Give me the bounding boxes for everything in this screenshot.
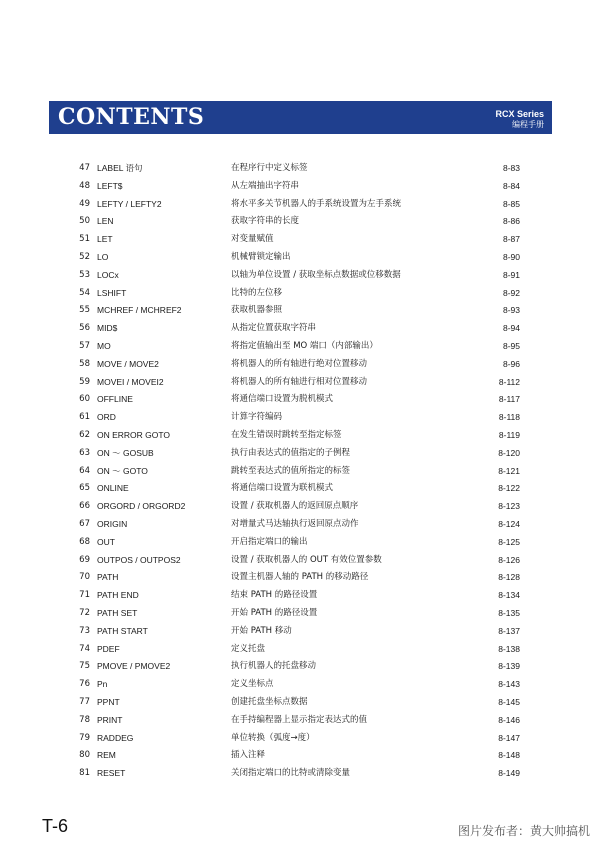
toc-entry-number: 81 xyxy=(79,768,90,779)
toc-entry-number: 61 xyxy=(79,412,90,423)
toc-entry-number: 60 xyxy=(79,394,90,405)
toc-entry[interactable] xyxy=(0,178,600,196)
toc-entry-description: 设置 / 获取机器人的返回原点顺序 xyxy=(231,501,359,512)
toc-entry-command: PDEF xyxy=(97,643,120,654)
toc-entry-page: 8-93 xyxy=(502,305,520,316)
toc-entry-command: PATH START xyxy=(97,625,148,636)
toc-entry-page: 8-123 xyxy=(498,501,520,512)
toc-entry-page: 8-122 xyxy=(498,483,520,494)
contents-banner xyxy=(49,101,552,134)
toc-entry-description: 计算字符编码 xyxy=(231,412,283,423)
toc-entry[interactable] xyxy=(0,480,600,498)
toc-entry-page: 8-126 xyxy=(498,554,520,565)
page-number: T-6 xyxy=(42,816,69,836)
toc-entry-description: 在手持编程器上显示指定表达式的值 xyxy=(231,714,368,725)
toc-entry-page: 8-121 xyxy=(498,465,520,476)
toc-entry-number: 80 xyxy=(79,750,90,761)
toc-entry[interactable] xyxy=(0,516,600,534)
toc-entry-command: PATH END xyxy=(97,590,139,601)
toc-entry-command: LEFTY / LEFTY2 xyxy=(97,198,162,209)
toc-entry-page: 8-92 xyxy=(502,287,520,298)
toc-entry-command: Pn xyxy=(97,679,108,690)
toc-entry-number: 52 xyxy=(79,251,90,262)
toc-entry[interactable] xyxy=(0,267,600,285)
toc-entry[interactable] xyxy=(0,160,600,178)
toc-entry-command: MOVE / MOVE2 xyxy=(97,358,159,369)
toc-entry-command: MOVEI / MOVEI2 xyxy=(97,376,164,387)
toc-entry-description: 将指定值输出至 MO 端口（内部输出） xyxy=(231,340,378,351)
toc-entry-description: 将机器人的所有轴进行绝对位置移动 xyxy=(231,358,368,369)
toc-entry[interactable] xyxy=(0,391,600,409)
toc-entry-command: PPNT xyxy=(97,696,120,707)
toc-entry-description: 设置 / 获取机器人的 OUT 有效位置参数 xyxy=(231,554,382,565)
toc-entry-page: 8-94 xyxy=(502,323,520,334)
toc-entry[interactable] xyxy=(0,747,600,765)
toc-entry[interactable] xyxy=(0,302,600,320)
publisher-credit: 图片发布者：黄大帅搞机 xyxy=(457,824,590,838)
toc-entry-number: 53 xyxy=(79,269,90,280)
toc-entry-description: 将通信端口设置为联机模式 xyxy=(231,483,334,494)
toc-entry-command: ORGORD / ORGORD2 xyxy=(97,501,186,512)
toc-entry-command: MO xyxy=(97,340,111,351)
toc-entry[interactable] xyxy=(0,374,600,392)
toc-entry[interactable] xyxy=(0,730,600,748)
toc-entry-page: 8-117 xyxy=(498,394,520,405)
toc-entry-description: 比特的左位移 xyxy=(231,287,283,298)
toc-entry-number: 64 xyxy=(79,465,90,476)
toc-entry-page: 8-143 xyxy=(498,679,520,690)
toc-entry-number: 68 xyxy=(79,536,90,547)
toc-entry-number: 63 xyxy=(79,447,90,458)
toc-entry-command: MID$ xyxy=(97,323,118,334)
toc-entry-command: PATH SET xyxy=(97,607,138,618)
toc-entry-page: 8-112 xyxy=(498,376,520,387)
toc-entry-command: LSHIFT xyxy=(97,287,127,298)
toc-entry[interactable] xyxy=(0,569,600,587)
toc-entry-command: RADDEG xyxy=(97,732,134,743)
toc-entry-command: MCHREF / MCHREF2 xyxy=(97,305,182,316)
toc-entry[interactable] xyxy=(0,552,600,570)
toc-entry-page: 8-145 xyxy=(498,696,520,707)
toc-entry[interactable] xyxy=(0,641,600,659)
toc-entry-page: 8-95 xyxy=(502,340,520,351)
toc-entry-number: 73 xyxy=(79,625,90,636)
toc-entry-command: PATH xyxy=(97,572,119,583)
toc-entry-description: 从左端抽出字符串 xyxy=(231,180,300,191)
toc-entry-number: 70 xyxy=(79,572,90,583)
toc-entry-description: 插入注释 xyxy=(231,750,266,761)
toc-entry-command: ONLINE xyxy=(97,483,129,494)
toc-entry[interactable] xyxy=(0,196,600,214)
toc-entry-page: 8-124 xyxy=(498,518,520,529)
toc-entry[interactable] xyxy=(0,213,600,231)
toc-entry-number: 47 xyxy=(79,163,90,173)
toc-entry-page: 8-84 xyxy=(502,180,520,191)
page-title: CONTENTS xyxy=(58,104,205,130)
toc-entry-command: PMOVE / PMOVE2 xyxy=(97,661,171,672)
toc-entry-description: 从指定位置获取字符串 xyxy=(231,323,317,334)
toc-entry[interactable] xyxy=(0,712,600,730)
toc-entry-number: 54 xyxy=(79,287,90,298)
toc-entry-number: 57 xyxy=(79,340,90,351)
toc-entry-description: 关闭指定端口的比特或清除变量 xyxy=(231,768,351,779)
toc-entry-description: 将通信端口设置为脱机模式 xyxy=(231,394,334,405)
toc-entry[interactable] xyxy=(0,765,600,783)
toc-entry-number: 48 xyxy=(79,180,90,191)
toc-entry-description: 执行机器人的托盘移动 xyxy=(231,661,317,672)
toc-entry-description: 开启指定端口的输出 xyxy=(231,536,308,547)
toc-entry-number: 75 xyxy=(79,661,90,672)
toc-entry-page: 8-83 xyxy=(502,163,520,173)
toc-list xyxy=(0,160,600,783)
toc-entry-number: 66 xyxy=(79,501,90,512)
toc-entry-command: LABEL 语句 xyxy=(97,163,143,173)
toc-entry-page: 8-146 xyxy=(498,714,520,725)
toc-entry[interactable] xyxy=(0,427,600,445)
toc-entry-number: 74 xyxy=(79,643,90,654)
toc-entry-description: 结束 PATH 的路径设置 xyxy=(231,590,318,601)
toc-entry-page: 8-128 xyxy=(498,572,520,583)
toc-entry-description: 单位转换（弧度→度） xyxy=(231,732,315,743)
toc-entry-page: 8-119 xyxy=(498,429,520,440)
toc-entry-number: 78 xyxy=(79,714,90,725)
toc-entry-page: 8-86 xyxy=(502,216,520,227)
toc-entry-command: OUTPOS / OUTPOS2 xyxy=(97,554,181,565)
toc-entry[interactable] xyxy=(0,676,600,694)
toc-entry[interactable] xyxy=(0,409,600,427)
toc-entry-command: ON ERROR GOTO xyxy=(97,429,171,440)
toc-entry-command: REM xyxy=(97,750,116,761)
toc-entry[interactable] xyxy=(0,534,600,552)
toc-entry-number: 56 xyxy=(79,323,90,334)
toc-entry-page: 8-85 xyxy=(502,198,520,209)
toc-entry-command: RESET xyxy=(97,768,126,779)
toc-entry-command: LEN xyxy=(97,216,114,227)
toc-entry-description: 定义托盘 xyxy=(231,643,266,654)
toc-entry[interactable] xyxy=(0,338,600,356)
toc-entry-description: 执行由表达式的值指定的子例程 xyxy=(231,447,351,458)
toc-entry-command: LOCx xyxy=(97,269,119,280)
toc-entry-number: 67 xyxy=(79,518,90,529)
toc-entry-page: 8-91 xyxy=(502,269,520,280)
toc-entry-number: 49 xyxy=(79,198,90,209)
toc-entry-description: 在发生错误时跳转至指定标签 xyxy=(231,429,342,440)
toc-entry-description: 设置主机器人轴的 PATH 的移动路径 xyxy=(231,572,369,583)
toc-entry-description: 跳转至表达式的值所指定的标签 xyxy=(231,465,351,476)
toc-entry-description: 创建托盘坐标点数据 xyxy=(231,696,308,707)
toc-entry-command: LO xyxy=(97,251,109,262)
toc-entry-page: 8-87 xyxy=(502,234,520,245)
toc-entry[interactable] xyxy=(0,356,600,374)
toc-entry-description: 开始 PATH 移动 xyxy=(231,625,292,636)
toc-entry-page: 8-147 xyxy=(498,732,520,743)
toc-entry-page: 8-125 xyxy=(498,536,520,547)
toc-entry-command: OUT xyxy=(97,536,115,547)
toc-entry-page: 8-134 xyxy=(498,590,520,601)
toc-entry[interactable] xyxy=(0,445,600,463)
toc-entry[interactable] xyxy=(0,694,600,712)
toc-entry-page: 8-149 xyxy=(498,768,520,779)
toc-entry-description: 对变量赋值 xyxy=(231,234,274,245)
toc-entry-number: 76 xyxy=(79,679,90,690)
toc-entry-description: 定义坐标点 xyxy=(231,679,274,690)
toc-entry-description: 在程序行中定义标签 xyxy=(231,163,308,173)
toc-entry-number: 72 xyxy=(79,607,90,618)
toc-entry-description: 获取字符串的长度 xyxy=(231,216,300,227)
toc-entry-command: ORIGIN xyxy=(97,518,128,529)
toc-entry-page: 8-137 xyxy=(498,625,520,636)
toc-entry[interactable] xyxy=(0,320,600,338)
toc-entry-description: 对增量式马达轴执行返回原点动作 xyxy=(231,518,359,529)
toc-entry-command: PRINT xyxy=(97,714,123,725)
toc-entry[interactable] xyxy=(0,605,600,623)
series-name: RCX Series xyxy=(495,109,544,119)
toc-entry[interactable] xyxy=(0,658,600,676)
toc-entry-number: 51 xyxy=(79,234,90,245)
toc-entry[interactable] xyxy=(0,463,600,481)
toc-entry-page: 8-96 xyxy=(502,358,520,369)
toc-entry[interactable] xyxy=(0,498,600,516)
toc-entry[interactable] xyxy=(0,285,600,303)
toc-entry[interactable] xyxy=(0,231,600,249)
toc-entry-description: 开始 PATH 的路径设置 xyxy=(231,607,318,618)
toc-entry-number: 55 xyxy=(79,305,90,316)
toc-entry-page: 8-90 xyxy=(502,251,520,262)
toc-entry-command: OFFLINE xyxy=(97,394,133,405)
toc-entry-number: 59 xyxy=(79,376,90,387)
toc-entry-command: LET xyxy=(97,234,113,245)
toc-entry[interactable] xyxy=(0,587,600,605)
toc-entry-number: 77 xyxy=(79,696,90,707)
toc-entry-page: 8-139 xyxy=(498,661,520,672)
toc-entry-page: 8-135 xyxy=(498,607,520,618)
toc-entry-description: 将水平多关节机器人的手系统设置为左手系统 xyxy=(231,198,402,209)
toc-entry-number: 79 xyxy=(79,732,90,743)
toc-entry-number: 58 xyxy=(79,358,90,369)
toc-entry-description: 将机器人的所有轴进行相对位置移动 xyxy=(231,376,368,387)
toc-entry-page: 8-120 xyxy=(498,447,520,458)
toc-entry-number: 69 xyxy=(79,554,90,565)
toc-entry[interactable] xyxy=(0,249,600,267)
manual-subtitle: 编程手册 xyxy=(512,120,544,129)
toc-entry-command: ORD xyxy=(97,412,116,423)
toc-entry-description: 以轴为单位设置 / 获取坐标点数据或位移数据 xyxy=(231,269,401,280)
toc-entry-page: 8-148 xyxy=(498,750,520,761)
toc-entry-number: 65 xyxy=(79,483,90,494)
toc-entry-page: 8-138 xyxy=(498,643,520,654)
toc-entry-command: ON ～ GOTO xyxy=(97,465,148,476)
toc-entry-number: 62 xyxy=(79,429,90,440)
toc-entry[interactable] xyxy=(0,623,600,641)
toc-entry-page: 8-118 xyxy=(498,412,520,423)
toc-entry-description: 获取机器参照 xyxy=(231,305,283,316)
toc-entry-command: LEFT$ xyxy=(97,180,123,191)
toc-entry-command: ON ～ GOSUB xyxy=(97,447,154,458)
toc-entry-number: 71 xyxy=(79,590,90,601)
toc-entry-description: 机械臂锁定输出 xyxy=(231,251,291,262)
toc-entry-number: 50 xyxy=(79,216,90,227)
